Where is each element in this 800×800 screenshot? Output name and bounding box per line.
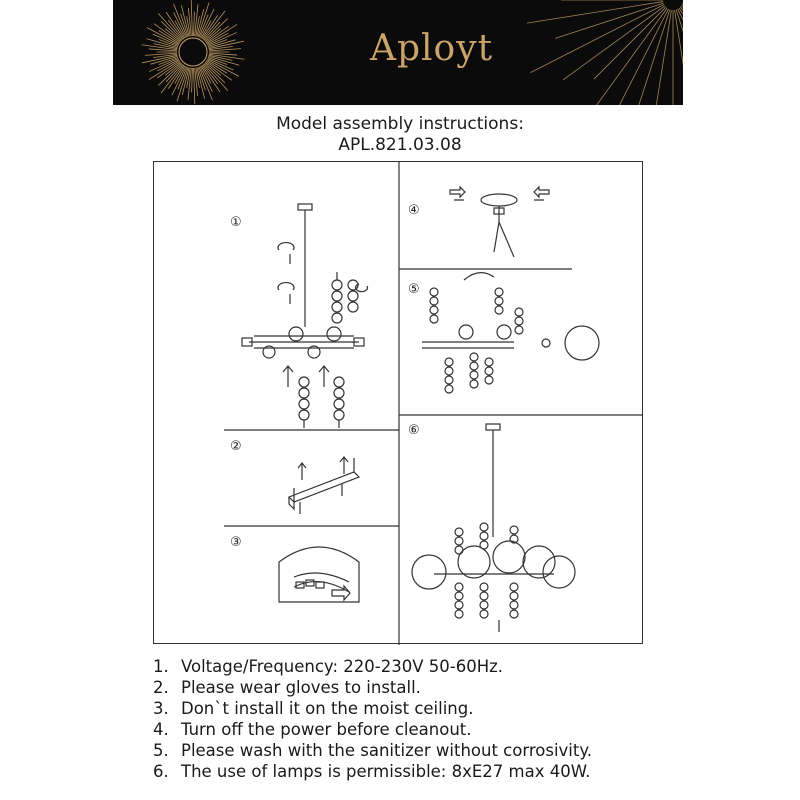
panel-1-frame-drawing	[242, 204, 368, 428]
step-marker-6: ⑥	[408, 423, 420, 438]
instructions-list	[153, 656, 753, 782]
list-item: 5. Please wash with the sanitizer without corrosivity.	[153, 741, 593, 760]
panel-4-canopy-drawing	[450, 187, 549, 257]
list-item: 1. Voltage/Frequency: 220-230V 50-60Hz.	[153, 657, 504, 676]
step-marker-3: ③	[230, 535, 242, 550]
list-item: 2. Please wear gloves to install.	[153, 678, 421, 697]
panel-3-wiring-drawing	[279, 547, 359, 602]
panel-2-bracket-drawing	[289, 457, 359, 514]
panel-6-chandelier-drawing	[412, 424, 575, 632]
assembly-diagram-drawing	[154, 162, 644, 645]
step-marker-5: ⑤	[408, 282, 420, 297]
list-item: 4. Turn off the power before cleanout.	[153, 720, 472, 739]
brand-banner	[113, 0, 683, 105]
brand-name: Aployt	[370, 28, 494, 69]
list-item: 3. Don`t install it on the moist ceiling.	[153, 699, 474, 718]
page-title: Model assembly instructions:	[276, 114, 524, 134]
step-marker-1: ①	[230, 215, 242, 230]
panel-5-shades-drawing	[422, 273, 599, 393]
step-marker-4: ④	[408, 203, 420, 218]
list-item: 6. The use of lamps is permissible: 8xE27 max 40W.	[153, 762, 591, 781]
assembly-diagram	[153, 161, 643, 644]
step-marker-2: ②	[230, 439, 242, 454]
model-number: APL.821.03.08	[338, 135, 462, 155]
